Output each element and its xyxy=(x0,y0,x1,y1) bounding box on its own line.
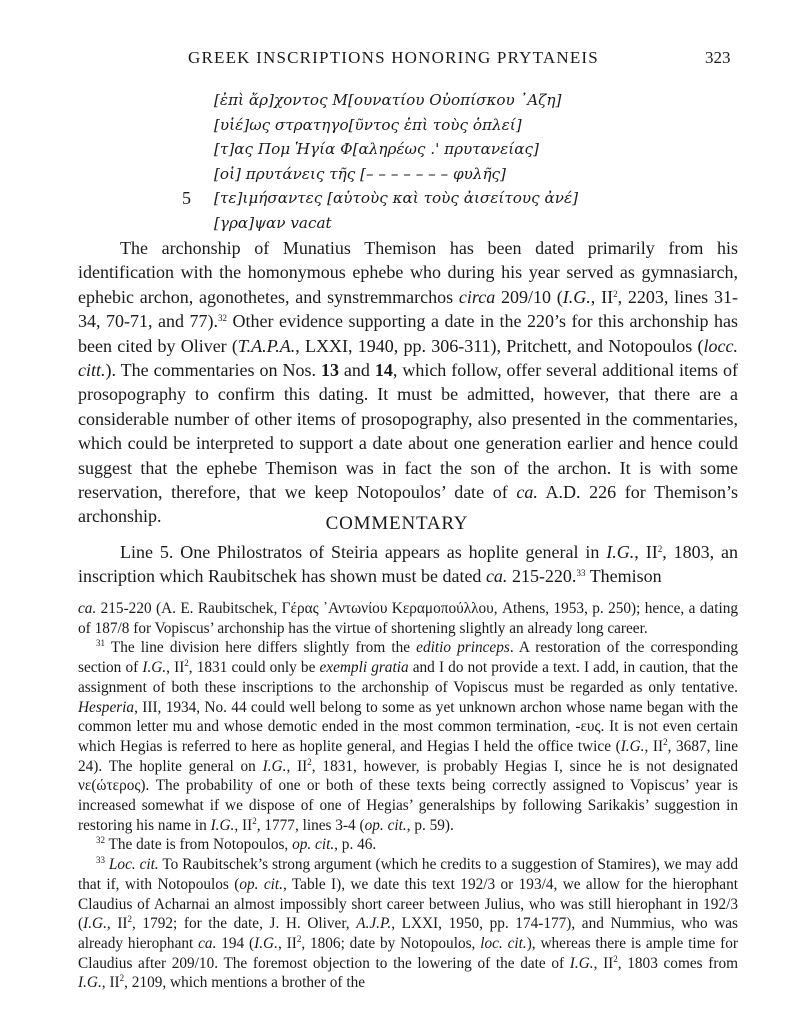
line-text: [τ]ας Πομ Ἡγία Φ[αληρέως .' πρυτανείας] xyxy=(214,140,539,159)
line-text: [γρα]ψαν vacat xyxy=(214,213,332,232)
line-text: [οἱ] πρυτάνεις τῆς [– – – – – – – φυλῆς] xyxy=(214,164,506,183)
body-paragraph-commentary: Line 5. One Philostratos of Steiria appears as hoplite general in I.G., $II^2$, 1803, an inscription which Raubitschek has shown must be dated ca. 215-220.33 Themison xyxy=(78,542,738,587)
body-paragraph-archonship: The archonship of Munatius Themison has been dated primarily from his identification with the homonymous ephebe who during his year served as gymnasiarch, ephebic archon, agonothetes, and synstremmarchos circa 209/10 (I.G., $II^2$, 2203, lines 31-34, 70-71, and 77).$^{32}$ Other evidence supporting a date in the 220’s for this archonship has been cited by Oliver (T.A.P.A., LXXI, 1940, pp. 306-311), Pritchett, and Notopoulos (locc. citt.). The commentaries on Nos. 13 and 14, which follow, offer several additional items of prosopography to confirm this dating. It must be admitted, however, that there are a considerable number of other items of prosopography, also presented in the commentaries, which could be interpreted to support a date about one generation earlier and hence could suggest that the ephebe Themison was in fact the son of the archon. It is with some reservation, therefore, that we keep Notopoulos’ date of ca. A.D. 226 for Themison’s archonship. xyxy=(78,238,738,527)
footnote-ref-33[interactable]: 33 xyxy=(576,568,586,579)
footnotes xyxy=(78,599,738,993)
line-text: [ἐπὶ ἄρ]χοντος Μ[ουνατίου Οὐοπίσκου ᾿Αζη] xyxy=(214,91,562,109)
commentary-heading: COMMENTARY xyxy=(325,513,469,534)
inscription-line xyxy=(168,211,588,236)
line-text: [τε]ιμήσαντες [αὑτοὺς καὶ τοὺς ἀισείτους ἀνέ] xyxy=(214,189,579,208)
inscription-line xyxy=(168,137,588,162)
page-number: 323 xyxy=(705,48,731,67)
line-number: 5 xyxy=(182,188,191,209)
inscription-text xyxy=(168,88,588,236)
inscription-line xyxy=(168,162,588,187)
footnote-ref-32[interactable]: 32 xyxy=(218,313,228,324)
footnote-32: $^{32}$ The date is from Notopoulos, op. cit., p. 46. xyxy=(96,835,377,854)
page-header xyxy=(0,48,794,74)
line-text: [υἱέ]ως στρατηγο[ῦντος ἐπὶ τοὺς ὁπλεί] xyxy=(214,115,522,134)
inscription-line xyxy=(168,88,588,113)
inscription-line xyxy=(168,113,588,138)
inscription-line xyxy=(168,186,588,211)
footnote-continuation: ca. 215-220 (A. E. Raubitschek, Γέρας ᾿Αντωνίου Κεραμοπούλλου, Athens, 1953, p. 250); hence, a dating of 187/8 for Vopiscus’ archonship has the virtue of shortening slightly an already long career. xyxy=(78,600,739,637)
footnote-33: $^{33}$ Loc. cit. To Raubitschek’s strong argument (which he credits to a suggestion of Stamires), we may add that if, with Notopoulos (op. cit., Table I), we date this text 192/3 or 193/4, we allow for the hierophant Claudius of Acharnai an almost impossibly short career between Julius, who was still hierophant in 192/3 (I.G., $II^2$, 1792; for the date, J. H. Oliver, A.J.P., LXXI, 1950, pp. 174-177), and Nummius, who was already hierophant ca. 194 (I.G., $II^2$, 1806; date by Notopoulos, loc. cit.), whereas there is ample time for Claudius after 209/10. The foremost objection to the lowering of the date of I.G., $II^2$, 1803 comes from I.G., $II^2$, 2109, which mentions a brother of the xyxy=(78,855,739,992)
running-head: GREEK INSCRIPTIONS HONORING PRYTANEIS xyxy=(188,48,599,67)
footnote-31: $^{31}$ The line division here differs slightly from the editio princeps. A restoration of the corresponding section of I.G., $II^2$, 1831 could only be exempli gratia and I do not provide a text. I add, in caution, that the assignment of both these inscriptions to the archonship of Vopiscus must be regarded as only tentative. Hesperia, III, 1934, No. 44 could well belong to some as yet unknown archon whose name began with the common letter mu and whose demotic ended in the most common termination, -ευς. It is not even certain which Hegias is referred to here as hoplite general, and Hegias I held the office twice (I.G., $II^2$, 3687, line 24). The hoplite general on I.G., $II^2$, 1831, however, is probably Hegias I, since he is not designated νε(ώτερος). The probability of one or both of these texts being correctly assigned to Vopiscus’ year is increased somewhat if we dispose of one of Hegias’ generalships by following Sarikakis’ suggestion in restoring his name in I.G., $II^2$, 1777, lines 3-4 (op. cit., p. 59). xyxy=(78,638,738,834)
